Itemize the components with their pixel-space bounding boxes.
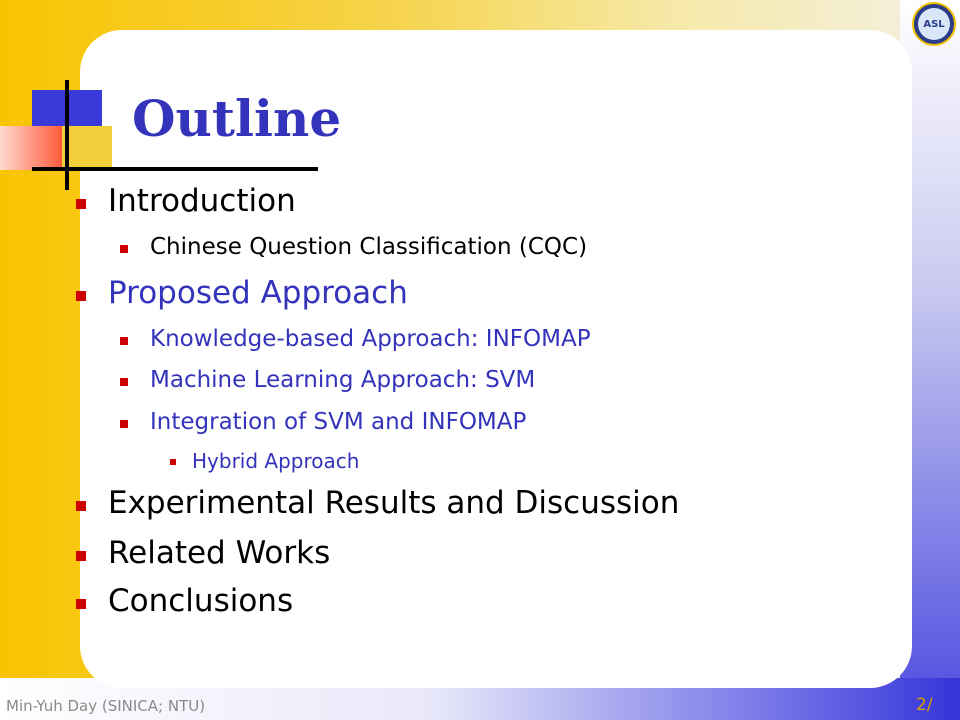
outline-item-conclusions xyxy=(108,583,294,619)
bullet-icon xyxy=(120,420,128,428)
decor-red-square xyxy=(0,126,62,170)
footer-author: Min-Yuh Day (SINICA; NTU) xyxy=(6,697,206,715)
logo-text: ASL xyxy=(918,8,950,40)
outline-item-hybrid xyxy=(192,451,359,471)
outline-item-text: Chinese Question Classification (CQC) xyxy=(150,234,588,260)
outline-item-text: Proposed Approach xyxy=(108,275,408,311)
outline-item-machine-learning xyxy=(150,369,535,392)
bullet-icon xyxy=(170,459,176,465)
outline-item-cqc xyxy=(150,236,587,259)
page-number: 2/ xyxy=(916,695,933,715)
decor-yellow-square xyxy=(62,126,112,170)
outline-item-knowledge-based xyxy=(150,328,591,351)
outline-item-text: Experimental Results and Discussion xyxy=(108,485,680,521)
outline-item-experimental-results xyxy=(108,485,680,521)
bullet-icon xyxy=(120,378,128,386)
bullet-icon xyxy=(76,599,86,609)
outline-item-text: Machine Learning Approach: SVM xyxy=(150,367,536,393)
outline-item-integration xyxy=(150,411,526,434)
bullet-icon xyxy=(120,245,128,253)
bullet-icon xyxy=(76,199,86,209)
bullet-icon xyxy=(76,501,86,511)
decor-vertical-line xyxy=(65,80,69,190)
outline-item-text: Hybrid Approach xyxy=(192,449,360,473)
bullet-icon xyxy=(76,291,86,301)
slide-title: Outline xyxy=(132,89,342,148)
outline-item-text: Knowledge-based Approach: INFOMAP xyxy=(150,326,591,352)
decor-horizontal-line xyxy=(32,167,318,171)
outline-item-text: Introduction xyxy=(108,183,296,219)
asl-logo-icon xyxy=(912,2,956,46)
bullet-icon xyxy=(76,551,86,561)
outline-item-text: Integration of SVM and INFOMAP xyxy=(150,409,527,435)
outline-item-introduction xyxy=(108,183,296,219)
outline-item-related-works xyxy=(108,535,331,571)
outline-item-proposed-approach xyxy=(108,275,408,311)
bullet-icon xyxy=(120,337,128,345)
outline-item-text: Related Works xyxy=(108,535,331,571)
outline-item-text: Conclusions xyxy=(108,583,294,619)
